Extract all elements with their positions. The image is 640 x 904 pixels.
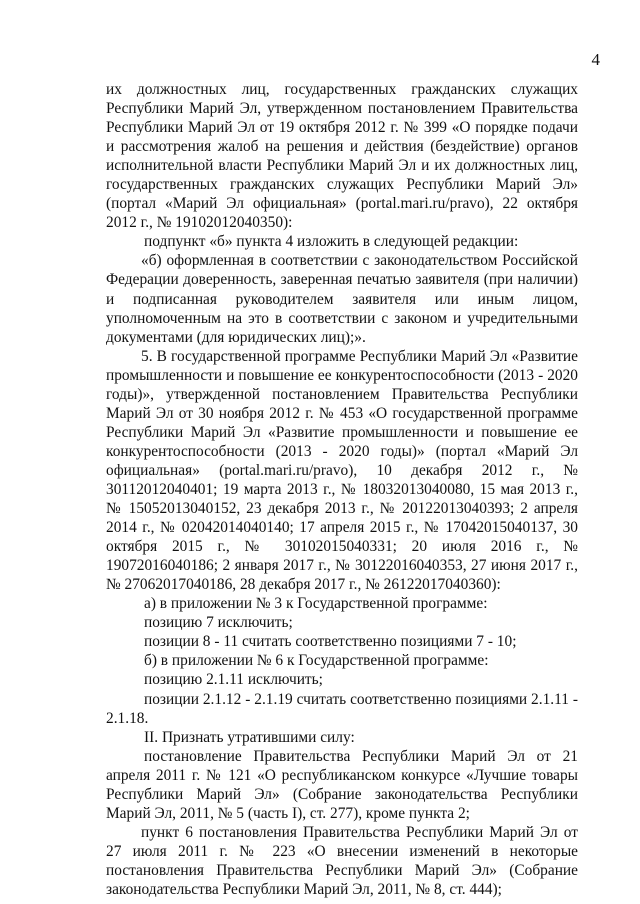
paragraph-positions-2-1-12: позиции 2.1.12 - 2.1.19 считать соответственно позициями 2.1.11 - 2.1.18. xyxy=(106,690,578,727)
paragraph-section-2-heading: II. Признать утратившими силу: xyxy=(144,728,355,746)
page-number: 4 xyxy=(591,50,600,69)
paragraph-appendix-3: а) в приложении № 3 к Государственной программе: xyxy=(144,595,488,613)
paragraph-complaint-procedure: их должностных лиц, государственных гражданских служащих Республики Марий Эл, утвержденном постановлением Правительства Республики Марий Эл от 19 октября 2012 г. № 399 «О порядке подачи и рассмотрения жалоб на решения и действия (бездействие) органов исполнительной власти Республики Марий Эл и их должностных лиц, государственных гражданских служащих Республики Марий Эл» (портал «Марий Эл официальная» (portal.mari.ru/pravo), 22 октября 2012 г., № 19102012040350): xyxy=(106,81,578,232)
paragraph-positions-8-11: позиции 8 - 11 считать соответственно позициями 7 - 10; xyxy=(144,633,517,651)
paragraph-position-2-1-11: позицию 2.1.11 исключить; xyxy=(144,671,323,689)
paragraph-resolution-121: постановление Правительства Республики Марий Эл от 21 апреля 2011 г. № 121 «О республиканском конкурсе «Лучшие товары Республики Марий Эл» (Собрание законодательства Республики Марий Эл, 2011, № 5 (часть I), ст. 277), кроме пункта 2; xyxy=(106,747,578,822)
paragraph-point-5-program: 5. В государственной программе Республики Марий Эл «Развитие промышленности и повышение ее конкурентоспособности (2013 - 2020 годы)», утвержденной постановлением Правительства Республики Марий Эл от 30 ноября 2012 г. № 453 «О государственной программе Республики Марий Эл «Развитие промышленности и повышение ее конкурентоспособности (2013 - 2020 годы)» (портал «Марий Эл официальная» (portal.mari.ru/pravo), 10 декабря 2012 г., № 30112012040401; 19 марта 2013 г., № 18032013040080, 15 мая 2013 г., № 15052013040152, 23 декабря 2013 г., № 20122013040393; 2 апреля 2014 г., № 02042014040140; 17 апреля 2015 г., № 17042015040137, 30 октября 2015 г., № 30102015040331; 20 июля 2016 г., № 19072016040186; 2 января 2017 г., № 30122016040353, 27 июня 2017 г., № 27062017040186, 28 декабря 2017 г., № 26122017040360): xyxy=(106,347,578,594)
paragraph-subpoint-b-intro: подпункт «б» пункта 4 изложить в следующей редакции: xyxy=(144,233,519,251)
paragraph-appendix-6: б) в приложении № 6 к Государственной программе: xyxy=(144,652,489,670)
document-body xyxy=(106,80,578,899)
paragraph-resolution-223: пункт 6 постановления Правительства Республики Марий Эл от 27 июля 2011 г. № 223 «О внесении изменений в некоторые постановления Правительства Республики Марий Эл» (Собрание законодательства Республики Марий Эл, 2011, № 8, ст. 444); xyxy=(106,823,578,898)
paragraph-subpoint-b-text: «б) оформленная в соответствии с законодательством Российской Федерации доверенность, заверенная печатью заявителя (при наличии) и подписанная руководителем заявителя или иным лицом, уполномоченным на это в соответствии с законом и учредительными документами (для юридических лиц);». xyxy=(106,252,578,346)
paragraph-position-7: позицию 7 исключить; xyxy=(144,614,293,632)
